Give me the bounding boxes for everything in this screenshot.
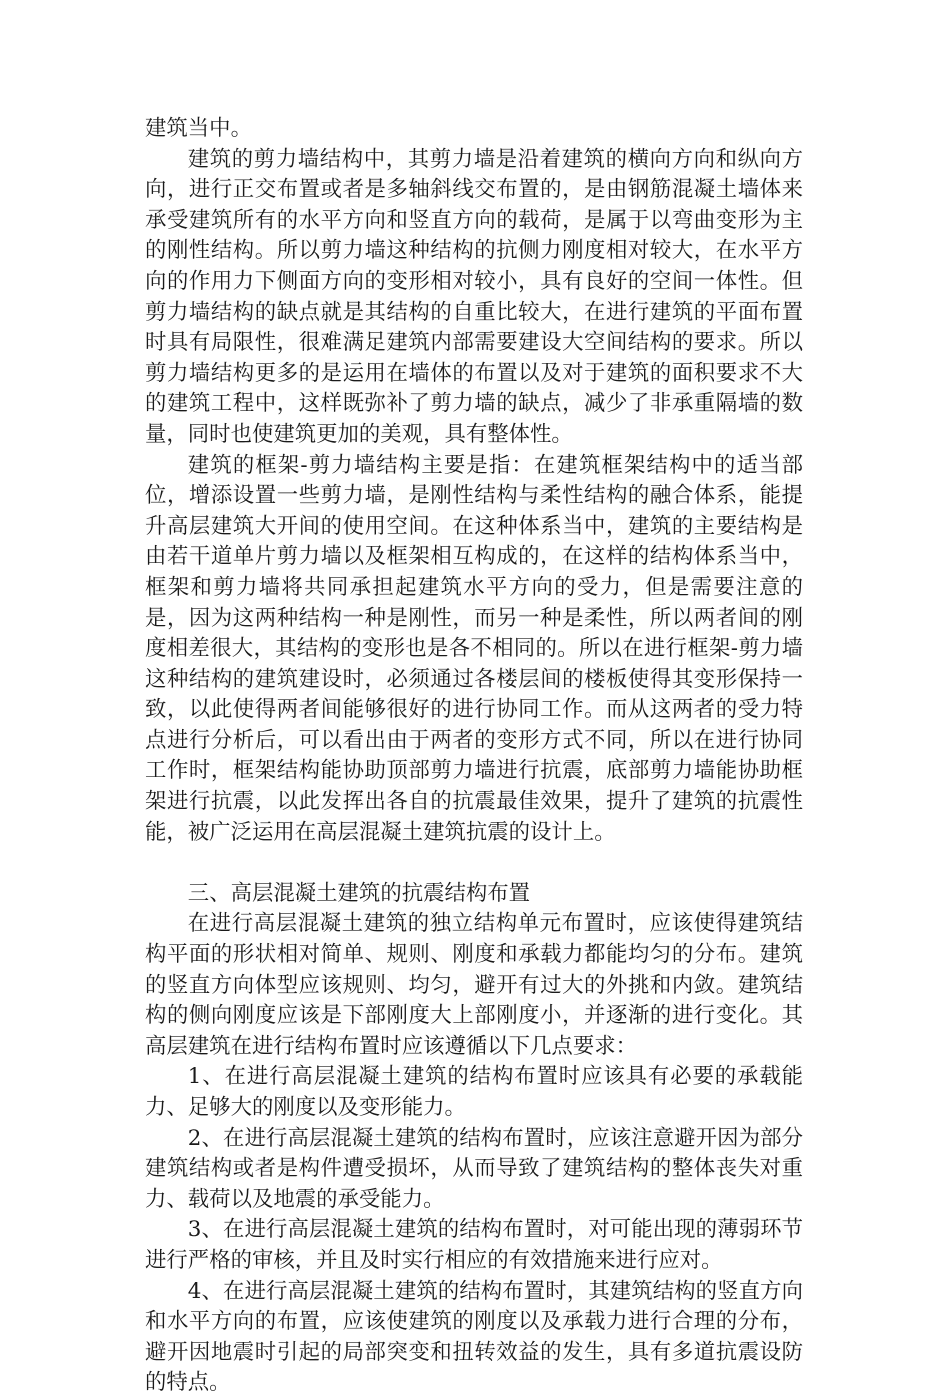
paragraph-shear-wall: 建筑的剪力墙结构中，其剪力墙是沿着建筑的横向方向和纵向方向，进行正交布置或者是多轴斜线交布置的，是由钢筋混凝土墙体来承受建筑所有的水平方向和竖直方向的载荷，是属于以弯曲变形为主的刚性结构。所以剪力墙这种结构的抗侧力刚度相对较大，在水平方向的作用力下侧面方向的变形相对较小，具有良好的空间一体性。但剪力墙结构的缺点就是其结构的自重比较大，在进行建筑的平面布置时具有局限性，很难满足建筑内部需要建设大空间结构的要求。所以剪力墙结构更多的是运用在墙体的布置以及对于建筑的面积要求不大的建筑工程中，这样既弥补了剪力墙的缺点，减少了非承重隔墙的数量，同时也使建筑更加的美观，具有整体性。 bbox=[145, 146, 803, 447]
list-item-4: 4、在进行高层混凝土建筑的结构布置时，其建筑结构的竖直方向和水平方向的布置，应该使建筑的刚度以及承载力进行合理的分布，避开因地震时引起的局部突变和扭转效益的发生，具有多道抗震设防的特点。 bbox=[145, 1278, 803, 1396]
list-item-2: 2、在进行高层混凝土建筑的结构布置时，应该注意避开因为部分建筑结构或者是构件遭受损坏，从而导致了建筑结构的整体丧失对重力、载荷以及地震的承受能力。 bbox=[145, 1125, 803, 1212]
paragraph-continuation: 建筑当中。 bbox=[145, 116, 252, 141]
paragraph-layout-intro: 在进行高层混凝土建筑的独立结构单元布置时，应该使得建筑结构平面的形状相对简单、规则、刚度和承载力都能均匀的分布。建筑的竖直方向体型应该规则、均匀，避开有过大的外挑和内敛。建筑结构的侧向刚度应该是下部刚度大上部刚度小，并逐渐的进行变化。其高层建筑在进行结构布置时应该遵循以下几点要求： bbox=[145, 911, 803, 1059]
section-heading: 三、高层混凝土建筑的抗震结构布置 bbox=[187, 880, 531, 906]
list-item-3: 3、在进行高层混凝土建筑的结构布置时，对可能出现的薄弱环节进行严格的审核，并且及时实行相应的有效措施来进行应对。 bbox=[145, 1217, 803, 1273]
list-item-1: 1、在进行高层混凝土建筑的结构布置时应该具有必要的承载能力、足够大的刚度以及变形能力。 bbox=[145, 1064, 803, 1120]
paragraph-frame-shear-wall: 建筑的框架-剪力墙结构主要是指：在建筑框架结构中的适当部位，增添设置一些剪力墙，是刚性结构与柔性结构的融合体系，能提升高层建筑大开间的使用空间。在这种体系当中，建筑的主要结构是由若干道单片剪力墙以及框架相互构成的，在这样的结构体系当中，框架和剪力墙将共同承担起建筑水平方向的受力，但是需要注意的是，因为这两种结构一种是刚性，而另一种是柔性，所以两者间的刚度相差很大，其结构的变形也是各不相同的。所以在进行框架-剪力墙这种结构的建筑建设时，必须通过各楼层间的楼板使得其变形保持一致，以此使得两者间能够很好的进行协同工作。而从这两者的受力特点进行分析后，可以看出由于两者的变形方式不同，所以在进行协同工作时，框架结构能协助顶部剪力墙进行抗震，底部剪力墙能协助框架进行抗震，以此发挥出各自的抗震最佳效果，提升了建筑的抗震性能，被广泛运用在高层混凝土建筑抗震的设计上。 bbox=[145, 452, 803, 845]
document-body bbox=[145, 114, 803, 1399]
